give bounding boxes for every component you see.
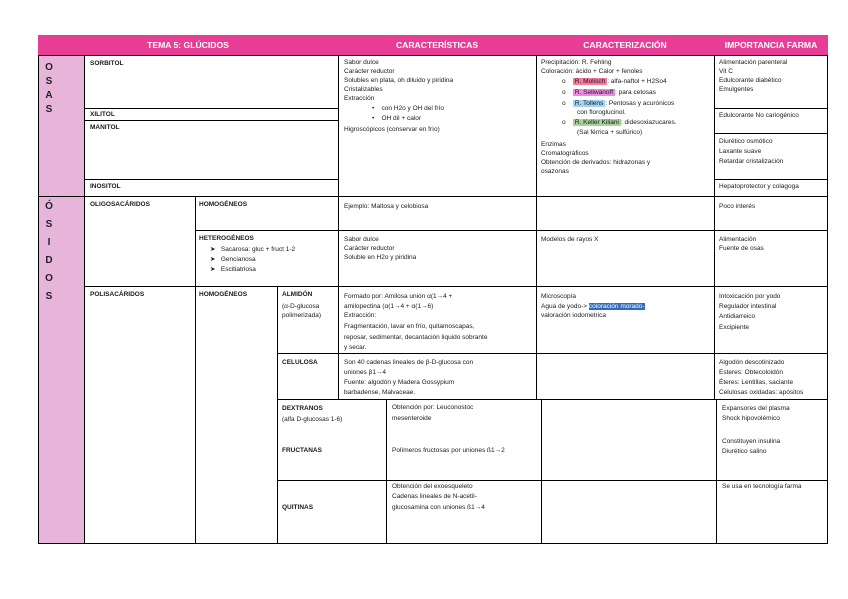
- osas-imp-s1: Alimentación parenteral: [719, 59, 788, 66]
- osidos-letter-2: S: [45, 219, 53, 230]
- grid-line: [277, 399, 278, 543]
- het-caract-1: Sabor dulce: [344, 236, 379, 243]
- osas-caract-6: Higroscópicos (conservar en frío): [344, 126, 440, 133]
- grid-line: [277, 399, 827, 400]
- almidon-caract-1: Formado por: Amilosa unión α(1→4 +: [344, 293, 453, 300]
- het-caract-3: Soluble en H2o y piridina: [344, 254, 417, 261]
- osas-carz-m1: o R. Molisch : alfa-naftol + H2So4: [562, 78, 667, 85]
- osidos-letter-1: Ó: [45, 201, 53, 212]
- grid-line: [277, 353, 827, 354]
- het-imp-2: Fuente de osas: [719, 245, 764, 252]
- header-importancia: IMPORTANCIA FARMA: [714, 35, 828, 55]
- almidon-caract-4: Fragmentación, lavar en frío, quitamoscapas,: [344, 323, 475, 330]
- quitinas-caract-3: glucosamina con uniones ß1→4: [392, 504, 485, 511]
- heterogeneos-label: HETEROGÉNEOS: [199, 235, 254, 242]
- osidos-letter-4: D: [45, 255, 53, 266]
- osas-imp-s2: Vit C: [719, 68, 733, 75]
- grid-line: [195, 196, 196, 543]
- almidon-imp-2: Regulador intestinal: [719, 303, 777, 310]
- grid-line: [84, 120, 338, 121]
- almidon-sub-1: (α-D-glucosa: [282, 303, 320, 310]
- grid-line: [714, 55, 715, 399]
- osas-carz-5: Obtención de derivados: hidrazonas y: [541, 159, 651, 166]
- het-carz: Modelos de rayos X: [541, 236, 599, 243]
- osas-imp-m1: Diurético osmótico: [719, 138, 773, 145]
- homo-imp: Poco interés: [719, 203, 756, 210]
- osidos-letter-6: S: [45, 291, 53, 302]
- dextranos-caract-2: mesenteroide: [392, 415, 432, 422]
- osas-caract-1: Sabor dulce: [344, 59, 379, 66]
- grid-line: [38, 196, 828, 197]
- almidon-imp-3: Antidiarreico: [719, 313, 756, 320]
- grid-line: [827, 55, 828, 543]
- celulosa-imp-1: Algodón descotinizado: [719, 359, 785, 366]
- osidos-letter-3: I: [47, 237, 51, 248]
- quitinas-label: QUITINAS: [282, 504, 314, 511]
- osas-caract-5: Extracción: [344, 95, 375, 102]
- osas-carz-1: Precipitación: R. Fehling: [541, 59, 612, 66]
- quitinas-caract-2: Cadenas lineales de N-acetil-: [392, 493, 477, 500]
- grid-line: [84, 108, 338, 109]
- polisacaridos-label: POLISACÁRIDOS: [90, 291, 145, 298]
- grid-line: [277, 286, 278, 399]
- osas-imp-m2: Laxante suave: [719, 148, 762, 155]
- osas-carz-4: Cromatográficos: [541, 150, 589, 157]
- grid-line: [386, 480, 827, 481]
- sorbitol-label: SORBITOL: [90, 60, 124, 67]
- fructanas-label: FRUCTANAS: [282, 447, 322, 454]
- homo-caract: Ejemplo: Maltosa y celobiosa: [344, 203, 429, 210]
- het-item-2: ➤ Gencianosa: [210, 256, 256, 263]
- grid-line: [338, 55, 339, 399]
- osas-caract-3: Solubles en plata, oh diluido y piridina: [344, 77, 454, 84]
- grid-line: [716, 399, 717, 543]
- osas-imp-s3: Edulcorante diabético: [719, 77, 782, 84]
- osas-imp-i1: Hepatoprotector y colagoga: [719, 183, 799, 190]
- osas-carz-2: Coloración: ácido + Calor + fenoles: [541, 68, 643, 75]
- osas-carz-m4: o R. Keller Kiliani : didesoxiazucares.: [562, 119, 677, 126]
- homogeneos-label: HOMOGÉNEOS: [199, 201, 248, 208]
- het-imp-1: Alimentación: [719, 236, 757, 243]
- almidon-label: ALMIDÓN: [282, 291, 313, 298]
- fructanas-caract: Polímeros fructosas por uniones ß1→2: [392, 447, 505, 454]
- header-caracteristicas: CARACTERÍSTICAS: [338, 35, 536, 55]
- osas-caract-2: Carácter reductor: [344, 68, 395, 75]
- osas-letter-1: O: [45, 62, 53, 73]
- osas-letter-4: S: [45, 104, 53, 115]
- grid-line: [277, 480, 386, 481]
- almidon-caract-2: amilopectina (α(1→4 + α(1→6): [344, 303, 434, 310]
- celulosa-caract-1: Son 40 cadenas lineales de β-D-glucosa con: [344, 359, 474, 366]
- dextranos-imp-1: Expansores del plasma: [722, 405, 790, 412]
- almidon-carz-2: Agua de yodo-> coloración morado-: [541, 303, 645, 310]
- grid-line: [195, 230, 827, 231]
- grid-line: [536, 55, 537, 399]
- almidon-sub-2: polimerizada): [282, 312, 322, 319]
- osas-imp-m3: Retardar cristalización: [719, 158, 784, 165]
- osas-carz-m4c: (Sal férrica + sulfúrico): [577, 129, 643, 136]
- celulosa-imp-3: Éteres: Lentillas, saciante: [719, 379, 794, 386]
- almidon-carz-1: Microscopía: [541, 293, 577, 300]
- osidos-letter-5: O: [45, 273, 53, 284]
- xilitol-label: XILITOL: [90, 111, 115, 118]
- grid-line: [84, 179, 338, 180]
- celulosa-caract-4: barbadense, Malvaceae.: [344, 389, 416, 396]
- almidon-caract-6: y secar.: [344, 344, 367, 351]
- celulosa-imp-4: Celulosas oxidadas: apósitos: [719, 389, 804, 396]
- fructanas-imp-1: Constituyen insulina: [722, 438, 781, 445]
- grid-line: [386, 399, 387, 543]
- grid-line: [714, 133, 827, 134]
- dextranos-sub: (alfa D-glucosas 1-6): [282, 416, 343, 423]
- osas-caract-b2: • OH dil + calor: [372, 115, 422, 122]
- manitol-label: MANITOL: [90, 124, 120, 131]
- grid-line: [714, 179, 827, 180]
- almidon-imp-1: Intoxicación por yodo: [719, 293, 781, 300]
- celulosa-imp-2: Esteres: Obtecoloidón: [719, 369, 783, 376]
- osas-imp-x1: Edulcorante No cariogénico: [719, 112, 799, 119]
- het-item-1: ➤ Sacarosa: gluc + fruct 1-2: [210, 246, 296, 253]
- grid-line: [38, 543, 828, 544]
- osas-caract-b1: • con H2o y OH del frío: [372, 105, 444, 112]
- almidon-carz-3: valoración iodometrica: [541, 312, 607, 319]
- grid-line: [714, 108, 827, 109]
- osas-carz-m3c: con floroglucinol.: [577, 109, 626, 116]
- almidon-imp-4: Excipiente: [719, 324, 749, 331]
- quitinas-imp: Se usa en tecnología farma: [722, 483, 802, 490]
- dextranos-caract-1: Obtención por: Leuconostoc: [392, 404, 474, 411]
- het-caract-2: Carácter reductor: [344, 245, 395, 252]
- osas-imp-s4: Emulgentes: [719, 86, 754, 93]
- grid-line: [38, 55, 828, 56]
- osas-caract-4: Cristalizables: [344, 86, 383, 93]
- grid-line: [84, 55, 85, 543]
- quitinas-caract-1: Obtención del exoesqueleto: [392, 483, 473, 490]
- inositol-label: INOSITOL: [90, 183, 121, 190]
- osas-letter-2: S: [45, 76, 53, 87]
- poli-homogeneos-label: HOMOGÉNEOS: [199, 291, 248, 298]
- dextranos-imp-2: Shock hipovolémico: [722, 415, 780, 422]
- almidon-caract-3: Extracción:: [344, 312, 377, 319]
- dextranos-label: DEXTRANOS: [282, 405, 323, 412]
- osas-carz-3: Enzimas: [541, 141, 566, 148]
- het-item-3: ➤ Escitiatriosa: [210, 266, 256, 273]
- almidon-caract-5: reposar, sedimentar, decantación liquido sobrante: [344, 334, 488, 341]
- header-caracterizacion: CARACTERIZACIÓN: [536, 35, 714, 55]
- osas-letter-3: A: [45, 90, 53, 101]
- osas-carz-6: osazonas: [541, 168, 569, 175]
- fructanas-imp-2: Diurético salino: [722, 448, 767, 455]
- osas-carz-m3: o R. Tollens : Pentosas y acurónicos: [562, 100, 675, 107]
- grid-line: [541, 399, 542, 543]
- oligosacaridos-label: OLIGOSACÁRIDOS: [90, 201, 150, 208]
- grid-line: [38, 55, 39, 543]
- grid-line: [84, 286, 828, 287]
- osas-carz-m2: o R. Seliwanoff : para cetosas: [562, 89, 656, 96]
- celulosa-caract-2: uniones β1→4: [344, 369, 387, 376]
- celulosa-label: CELULOSA: [282, 359, 318, 366]
- celulosa-caract-3: Fuente: algodón y Madera Gossypium: [344, 379, 455, 386]
- header-tema: TEMA 5: GLÚCIDOS: [38, 35, 338, 55]
